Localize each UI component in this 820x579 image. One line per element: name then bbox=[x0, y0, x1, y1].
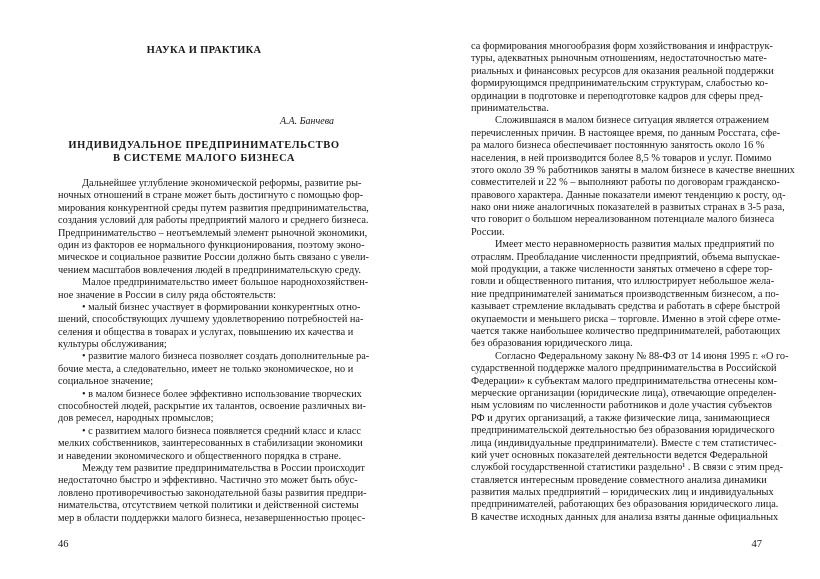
text-line: России. bbox=[471, 226, 505, 238]
text-line: недостаточно быстро и эффективно. Частично это может быть обус- bbox=[58, 475, 358, 487]
article-author: А.А. Банчева bbox=[279, 116, 334, 127]
section-header: НАУКА И ПРАКТИКА bbox=[146, 45, 262, 56]
right-page-body bbox=[471, 41, 795, 524]
paragraph bbox=[58, 277, 369, 302]
text-line: один из факторов ее нормального функционирования, поэтому эконо- bbox=[58, 239, 365, 251]
text-line: риальных и финансовых ресурсов для оказания реальной поддержки bbox=[471, 65, 774, 77]
text-line: культуры обслуживания; bbox=[58, 339, 167, 351]
page-number-right: 47 bbox=[751, 539, 762, 550]
text-line: населения, в ней производится более 8,5 % товаров и услуг. Помимо bbox=[471, 152, 772, 164]
text-line: • развитие малого бизнеса позволяет создать дополнительные ра- bbox=[82, 351, 370, 363]
text-line: ным условиям по численности работников и доле участия субъектов bbox=[471, 400, 773, 412]
text-line: принимательства. bbox=[471, 102, 549, 114]
text-line: ночных отношений в стране может быть достигнуто с помощью фор- bbox=[58, 190, 364, 202]
text-line: мическое и социальное развитие России должно быть связано с увели- bbox=[58, 252, 369, 264]
text-line: дов ремесел, народных промыслов; bbox=[58, 413, 214, 425]
text-line: • с развитием малого бизнеса появляется средний класс и класс bbox=[82, 425, 361, 437]
text-line: предпринимательской деятельностью без образования юридического bbox=[471, 425, 775, 437]
text-line: чением масштабов вовлечения людей в предпринимательскую среду. bbox=[58, 264, 361, 276]
text-line: ние предпринимателей заниматься производственным бизнесом, а по- bbox=[471, 288, 780, 300]
left-page-body bbox=[58, 178, 370, 525]
article-title-line: ИНДИВИДУАЛЬНОЕ ПРЕДПРИНИМАТЕЛЬСТВО bbox=[68, 140, 340, 151]
text-line: казывает стремление вкладывать средства и работать в сфере быстрой bbox=[471, 301, 781, 313]
text-line: отраслям. Преобладание численности предприятий, объема выпускае- bbox=[471, 251, 780, 263]
text-line: ное значение в России в силу ряда обстоятельств: bbox=[58, 289, 276, 301]
article-title-line: В СИСТЕМЕ МАЛОГО БИЗНЕСА bbox=[112, 152, 296, 164]
text-line: мер в области поддержки малого бизнеса, незавершенностью процес- bbox=[58, 512, 366, 524]
text-line: лица (индивидуальные предприниматели). Вместе с тем статистичес- bbox=[471, 437, 777, 449]
page-number-left: 46 bbox=[58, 539, 69, 550]
text-line: мерческие организации (юридические лица), отвечающие определен- bbox=[471, 387, 777, 399]
text-line: са формирования многообразия форм хозяйствования и инфраструк- bbox=[471, 41, 773, 52]
text-line: службой государственной статистики раздельно¹ . В связи с этим пред- bbox=[471, 462, 784, 474]
paragraph bbox=[58, 388, 366, 426]
text-line: • малый бизнес участвует в формировании конкурентных отно- bbox=[82, 301, 361, 313]
text-line: формирующимся предпринимательским структурам, слабостью ко- bbox=[471, 78, 769, 90]
text-line: мелких собственников, заинтересованных в стабилизации экономики bbox=[58, 438, 363, 450]
text-line: без образования юридического лица. bbox=[471, 338, 633, 350]
text-line: создания условий для работы предприятий малого и среднего бизнеса. bbox=[58, 215, 369, 227]
text-line: этого около 39 % работников заняты в малом бизнесе в качестве внешних bbox=[471, 164, 795, 176]
text-line: Предпринимательство – неотъемлемый элемент рыночной экономики, bbox=[58, 227, 368, 239]
text-line: бочие места, а следовательно, имеет не только экономическое, но и bbox=[58, 363, 354, 375]
text-line: Малое предпринимательство имеет большое народнохозяйствен- bbox=[82, 277, 369, 289]
text-line: В качестве исходных данных для анализа взяты данные официальных bbox=[471, 511, 779, 523]
text-line: Федерации» к субъектам малого предпринимательства отнесены ком- bbox=[471, 375, 778, 387]
text-line: кий учет основных показателей деятельности ведется Федеральной bbox=[471, 449, 768, 461]
paragraph bbox=[58, 178, 369, 277]
text-line: мирования конкурентной среды путем развития предпринимательства, bbox=[58, 202, 369, 214]
paragraph bbox=[471, 41, 774, 115]
paragraph bbox=[58, 351, 370, 388]
text-line: нако они ниже аналогичных показателей в развитых странах в 3-5 раза, bbox=[471, 202, 785, 214]
text-line: шений, способствующих лучшему удовлетворению потребностей на- bbox=[58, 314, 364, 326]
text-line: ловлено противоречивостью законодательной базы развития предпри- bbox=[58, 487, 367, 499]
text-line: развития малых предприятий – юридических лиц и индивидуальных bbox=[471, 487, 774, 499]
text-line: ординации в подготовке и переподготовке кадров для сферы пред- bbox=[471, 90, 763, 102]
text-line: туры, адекватных рыночным отношениям, недостаточностью мате- bbox=[471, 53, 767, 65]
text-line: Сложившаяся в малом бизнесе ситуация является отражением bbox=[495, 115, 770, 127]
article-title bbox=[58, 140, 350, 165]
text-line: ра малого бизнеса обеспечивает постоянную занятость около 16 % bbox=[471, 140, 765, 152]
text-line: окупаемости и меньшего риска – торговле. Именно в этой сфере отме- bbox=[471, 313, 781, 325]
text-line: Дальнейшее углубление экономической реформы, развитие ры- bbox=[82, 178, 362, 189]
text-line: ставляется интересным проведение совместного анализа динамики bbox=[471, 474, 767, 486]
text-line: перечисленных причин. В настоящее время, по данным Росстата, сфе- bbox=[471, 127, 781, 139]
text-line: социальное значение; bbox=[58, 376, 154, 388]
text-line: Согласно Федеральному закону № 88-ФЗ от 14 июня 1995 г. «О го- bbox=[495, 350, 789, 362]
paragraph bbox=[471, 350, 789, 524]
text-line: РФ и других организаций, а также физические лица, занимающиеся bbox=[471, 412, 770, 424]
paragraph bbox=[58, 425, 363, 463]
paragraph bbox=[471, 115, 795, 239]
text-line: правового характера. Данные показатели имеют тенденцию к росту, од- bbox=[471, 189, 786, 201]
paragraph bbox=[58, 301, 364, 352]
text-line: нимательства, отсутствием четкой политики и действенной системы bbox=[58, 500, 359, 512]
text-line: совместителей и 22 % – выполняют работы по договорам гражданско- bbox=[471, 177, 780, 189]
text-line: сударственной поддержке малого предпринимательства в Российской bbox=[471, 363, 777, 375]
text-line: Имеет место неравномерность развития малых предприятий по bbox=[495, 239, 775, 251]
text-line: что говорит о большом нереализованном потенциале малого бизнеса bbox=[471, 214, 775, 226]
text-line: Между тем развитие предпринимательства в России происходит bbox=[82, 462, 365, 474]
text-line: предпринимателей, работающих без образования юридического лица. bbox=[471, 499, 779, 511]
text-line: селения и общества в товарах и услугах, повышению их качества и bbox=[58, 326, 354, 338]
text-line: • в малом бизнесе более эффективно использование творческих bbox=[82, 388, 362, 400]
text-line: мой продукции, а также численности занятых отмечено в сфере тор- bbox=[471, 264, 773, 276]
text-line: и наведении экономического и общественного порядка в стране. bbox=[58, 450, 342, 462]
text-line: чается также наибольшее количество предпринимателей, работающих bbox=[471, 325, 781, 337]
text-line: способностей людей, раскрытие их талантов, освоение различных ви- bbox=[58, 401, 366, 413]
paragraph bbox=[58, 462, 367, 525]
paragraph bbox=[471, 239, 781, 351]
text-line: говли и общественного питания, что иллюстрирует небольшое жела- bbox=[471, 276, 775, 288]
